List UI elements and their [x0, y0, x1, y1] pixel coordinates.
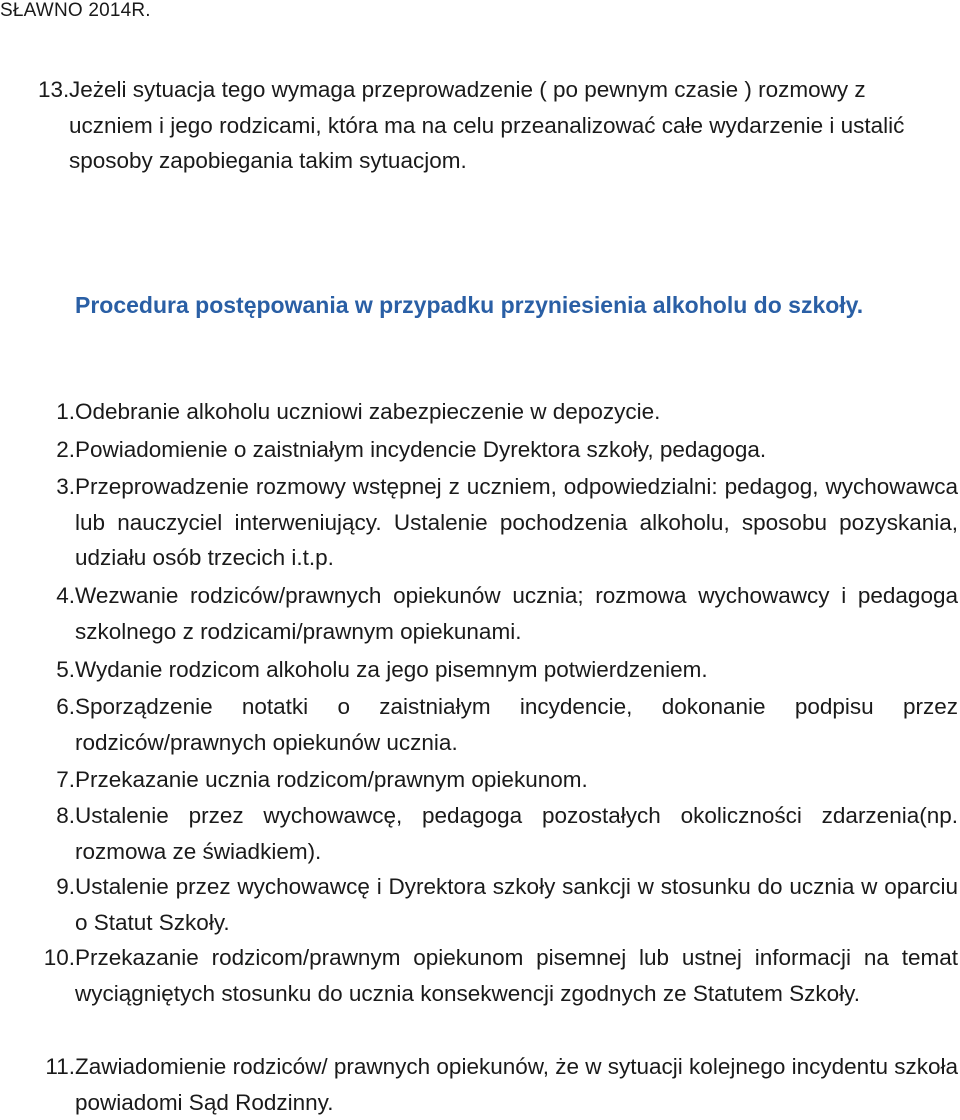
procedure-item-number: 1.: [56, 399, 75, 424]
procedure-item-4: [38, 578, 958, 649]
procedure-item-number: 10.: [43, 945, 75, 970]
procedure-item-9: [38, 869, 958, 940]
procedure-item-text: Przekazanie rodzicom/prawnym opiekunom pisemnej lub ustnej informacji na temat wyciągniętych stosunku do ucznia konsekwencji zgodnych ze Statutem Szkoły.: [75, 945, 958, 1006]
procedure-item-number: 2.: [56, 437, 75, 462]
procedure-item-text: Przekazanie ucznia rodzicom/prawnym opiekunom.: [75, 767, 588, 792]
procedure-item-number: 5.: [56, 657, 75, 682]
procedure-item-number: 8.: [56, 803, 75, 828]
procedure-item-text: Ustalenie przez wychowawcę, pedagoga pozostałych okoliczności zdarzenia(np. rozmowa ze świadkiem).: [75, 803, 958, 864]
procedure-title: Procedura postępowania w przypadku przyniesienia alkoholu do szkoły.: [75, 292, 864, 318]
procedure-item-2: [38, 432, 958, 468]
intro-item-13: [38, 72, 918, 179]
procedure-item-text: Odebranie alkoholu uczniowi zabezpieczenie w depozycie.: [75, 399, 661, 424]
procedure-item-number: 3.: [56, 474, 75, 499]
procedure-item-number: 9.: [56, 874, 75, 899]
procedure-item-11: [38, 1049, 958, 1120]
procedure-item-text: Ustalenie przez wychowawcę i Dyrektora szkoły sankcji w stosunku do ucznia w oparciu o Statut Szkoły.: [75, 874, 958, 935]
procedure-item-text: Wezwanie rodziców/prawnych opiekunów ucznia; rozmowa wychowawcy i pedagoga szkolnego z rodzicami/prawnym opiekunami.: [75, 583, 958, 644]
page-header-text: SŁAWNO 2014R.: [0, 0, 151, 21]
intro-item-text: Jeżeli sytuacja tego wymaga przeprowadzenie ( po pewnym czasie ) rozmowy z uczniem i jego rodzicami, która ma na celu przeanalizować całe wydarzenie i ustalić sposoby zapobiegania takim sytuacjom.: [69, 77, 905, 173]
procedure-item-number: 6.: [56, 694, 75, 719]
procedure-item-number: 4.: [56, 583, 75, 608]
procedure-item-3: [38, 469, 958, 576]
procedure-item-5: [38, 652, 958, 688]
procedure-item-6: [38, 689, 958, 760]
procedure-item-7: [38, 762, 958, 798]
procedure-item-text: Wydanie rodzicom alkoholu za jego pisemnym potwierdzeniem.: [75, 657, 708, 682]
procedure-item-number: 7.: [56, 767, 75, 792]
procedure-item-text: Sporządzenie notatki o zaistniałym incydencie, dokonanie podpisu przez rodziców/prawnych opiekunów ucznia.: [75, 694, 958, 755]
procedure-item-text: Przeprowadzenie rozmowy wstępnej z uczniem, odpowiedzialni: pedagog, wychowawca lub nauczyciel interweniujący. Ustalenie pochodzenia alkoholu, sposobu pozyskania, udziału osób trzecich i.t.p.: [75, 474, 958, 570]
procedure-item-number: 11.: [45, 1054, 75, 1079]
procedure-item-text: Powiadomienie o zaistniałym incydencie Dyrektora szkoły, pedagoga.: [75, 437, 767, 462]
intro-item-number: 13.: [38, 77, 70, 102]
procedure-item-text: Zawiadomienie rodziców/ prawnych opiekunów, że w sytuacji kolejnego incydentu szkoła powiadomi Sąd Rodzinny.: [75, 1054, 958, 1115]
procedure-item-10: [38, 940, 958, 1011]
procedure-item-8: [38, 798, 958, 869]
procedure-item-1: [38, 394, 958, 430]
